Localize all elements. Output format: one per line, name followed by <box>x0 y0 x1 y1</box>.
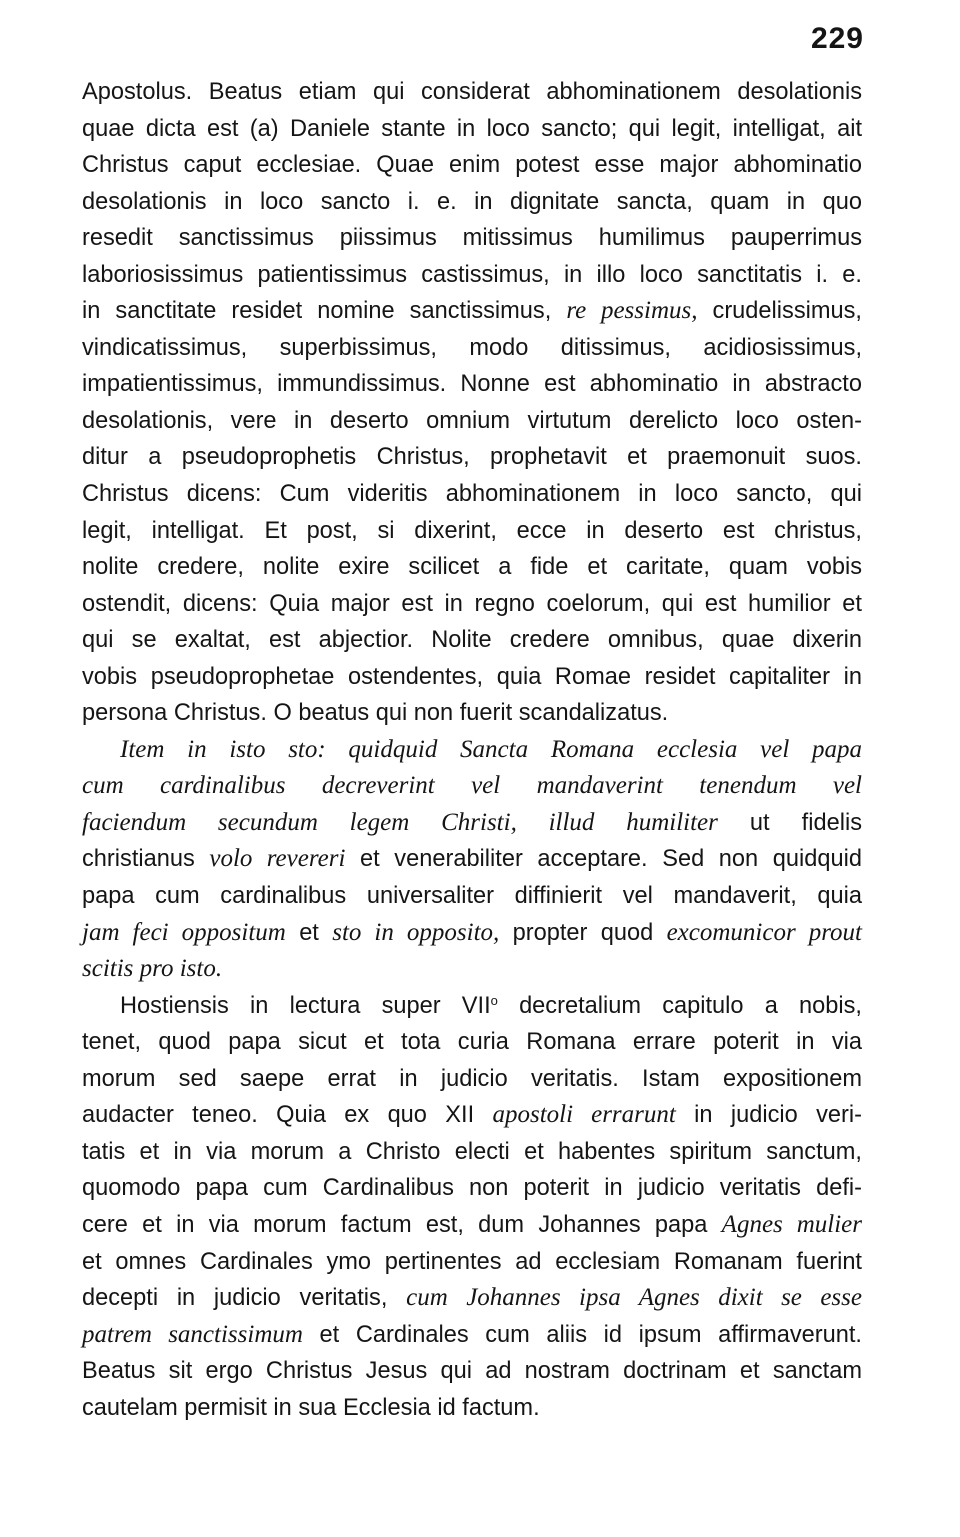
text-run: Christus dicens: Cum videritis abhominationem in loco sancto, qui <box>82 481 862 508</box>
italic-run: cum Johannes ipsa Agnes dixit se esse <box>406 1284 862 1312</box>
text-run: propter quod <box>499 919 667 946</box>
text-run: papa cum cardinalibus universaliter diffinierit vel mandaverit, quia <box>82 883 862 910</box>
text-line <box>82 951 862 988</box>
text-line <box>82 1244 862 1281</box>
text-line <box>82 439 862 476</box>
text-run: qui se exaltat, est abjectior. Nolite credere omnibus, quae dixerin <box>82 627 862 654</box>
text-run: Hostiensis in lectura super VII <box>120 992 491 1019</box>
italic-run: sto in opposito, <box>332 918 500 946</box>
text-line <box>82 257 862 294</box>
text-line <box>82 659 862 696</box>
italic-run: patrem sanctissimum <box>82 1320 303 1348</box>
text-line <box>82 1134 862 1171</box>
paragraph <box>82 74 862 732</box>
text-run: decretalium capitulo a nobis, <box>497 992 862 1019</box>
text-line <box>82 1024 862 1061</box>
text-run: quae dicta est (a) Daniele stante in loco sancto; qui legit, intelligat, ait <box>82 115 862 142</box>
italic-run: Agnes mulier <box>721 1210 862 1238</box>
italic-run: volo revereri <box>209 845 346 873</box>
text-run: Beatus sit ergo Christus Jesus qui ad nostram doctrinam et sanctam <box>82 1358 862 1385</box>
text-run: desolationis, vere in deserto omnium virtutum derelicto loco osten- <box>82 407 862 434</box>
italic-run: excomunicor prout <box>666 918 862 946</box>
text-run: vobis pseudoprophetae ostendentes, quia Romae residet capitaliter in <box>82 663 862 690</box>
text-run: quomodo papa cum Cardinalibus non poterit in judicio veritatis defi- <box>82 1175 862 1202</box>
text-line <box>82 111 862 148</box>
text-run: Christus caput ecclesiae. Quae enim potest esse major abhominatio <box>82 152 862 179</box>
text-run: in sanctitate residet nomine sanctissimus, <box>82 298 567 325</box>
text-run: ditur a pseudoprophetis Christus, prophetavit et praemonuit suos. <box>82 444 862 471</box>
text-run: in judicio veri- <box>675 1102 862 1129</box>
text-run: tatis et in via morum a Christo electi et habentes spiritum sanctum, <box>82 1138 862 1165</box>
text-run: laboriosissimus patientissimus castissimus, in illo loco sanctitatis i. e. <box>82 261 862 288</box>
text-line <box>82 1390 862 1427</box>
text-run: vindicatissimus, superbissimus, modo ditissimus, acidiosissimus, <box>82 334 862 361</box>
text-line <box>82 878 862 915</box>
text-line <box>82 293 862 330</box>
text-line <box>82 476 862 513</box>
text-run: ostendit, dicens: Quia major est in regno coelorum, qui est humilior et <box>82 590 862 617</box>
text-line <box>82 768 862 805</box>
text-line <box>82 403 862 440</box>
italic-run: faciendum secundum legem Christi, illud humiliter <box>82 808 718 836</box>
text-line <box>82 805 862 842</box>
text-line <box>82 220 862 257</box>
italic-run: apostoli errarunt <box>492 1101 676 1129</box>
text-line <box>82 586 862 623</box>
text-line <box>82 622 862 659</box>
text-run: resedit sanctissimus piissimus mitissimus humilimus pauperrimus <box>82 225 862 252</box>
text-run: et Cardinales cum aliis id ipsum affirmaverunt. <box>302 1321 862 1348</box>
text-line <box>82 184 862 221</box>
paragraph <box>82 988 862 1427</box>
text-run: impatientissimus, immundissimus. Nonne est abhominatio in abstracto <box>82 371 862 398</box>
italic-run: re pessimus, <box>566 297 698 325</box>
text-run: et venerabiliter acceptare. Sed non quidquid <box>345 846 862 873</box>
text-line <box>82 915 862 952</box>
text-line <box>82 1061 862 1098</box>
italic-run: scitis pro isto. <box>82 955 223 983</box>
text-line <box>82 841 862 878</box>
text-line <box>82 1280 862 1317</box>
text-run: et <box>285 919 333 946</box>
text-run: crudelissimus, <box>697 298 862 325</box>
paragraph <box>82 732 862 988</box>
text-line <box>82 549 862 586</box>
text-line <box>82 330 862 367</box>
page-number: 229 <box>810 22 864 55</box>
text-line <box>82 1353 862 1390</box>
text-line <box>82 366 862 403</box>
text-run: ut fidelis <box>717 809 862 836</box>
text-line <box>82 74 862 111</box>
text-run: audacter teneo. Quia ex quo XII <box>82 1102 493 1129</box>
text-line <box>82 988 862 1025</box>
text-run: cere et in via morum factum est, dum Johannes papa <box>82 1211 722 1238</box>
text-run: nolite credere, nolite exire scilicet a fide et caritate, quam vobis <box>82 554 862 581</box>
text-line <box>82 1207 862 1244</box>
text-run: persona Christus. O beatus qui non fuerit scandalizatus. <box>82 700 669 727</box>
text-run: Apostolus. Beatus etiam qui considerat abhominationem desolationis <box>82 79 862 105</box>
text-run: decepti in judicio veritatis, <box>82 1285 407 1312</box>
italic-run: jam feci oppositum <box>82 918 286 946</box>
text-run: christianus <box>82 846 210 873</box>
italic-run: cum cardinalibus decreverint vel mandaverint tenendum vel <box>82 772 862 800</box>
text-line <box>82 1170 862 1207</box>
text-body <box>82 74 862 1426</box>
text-run: tenet, quod papa sicut et tota curia Romana errare poterit in via <box>82 1029 862 1056</box>
text-line <box>82 732 862 769</box>
text-line <box>82 1317 862 1354</box>
text-run: morum sed saepe errat in judicio veritatis. Istam expositionem <box>82 1065 862 1092</box>
text-line <box>82 513 862 550</box>
text-run: cautelam permisit in sua Ecclesia id factum. <box>82 1394 540 1421</box>
text-run: desolationis in loco sancto i. e. in dignitate sancta, quam in quo <box>82 188 862 215</box>
superscript-run: o <box>490 992 498 1008</box>
text-line <box>82 147 862 184</box>
text-line <box>82 695 862 732</box>
text-run: et omnes Cardinales ymo pertinentes ad ecclesiam Romanam fuerint <box>82 1248 862 1275</box>
text-line <box>82 1097 862 1134</box>
italic-run: Item in isto sto: quidquid Sancta Romana ecclesia vel papa <box>120 735 862 763</box>
text-run: legit, intelligat. Et post, si dixerint, ecce in deserto est christus, <box>82 517 862 544</box>
